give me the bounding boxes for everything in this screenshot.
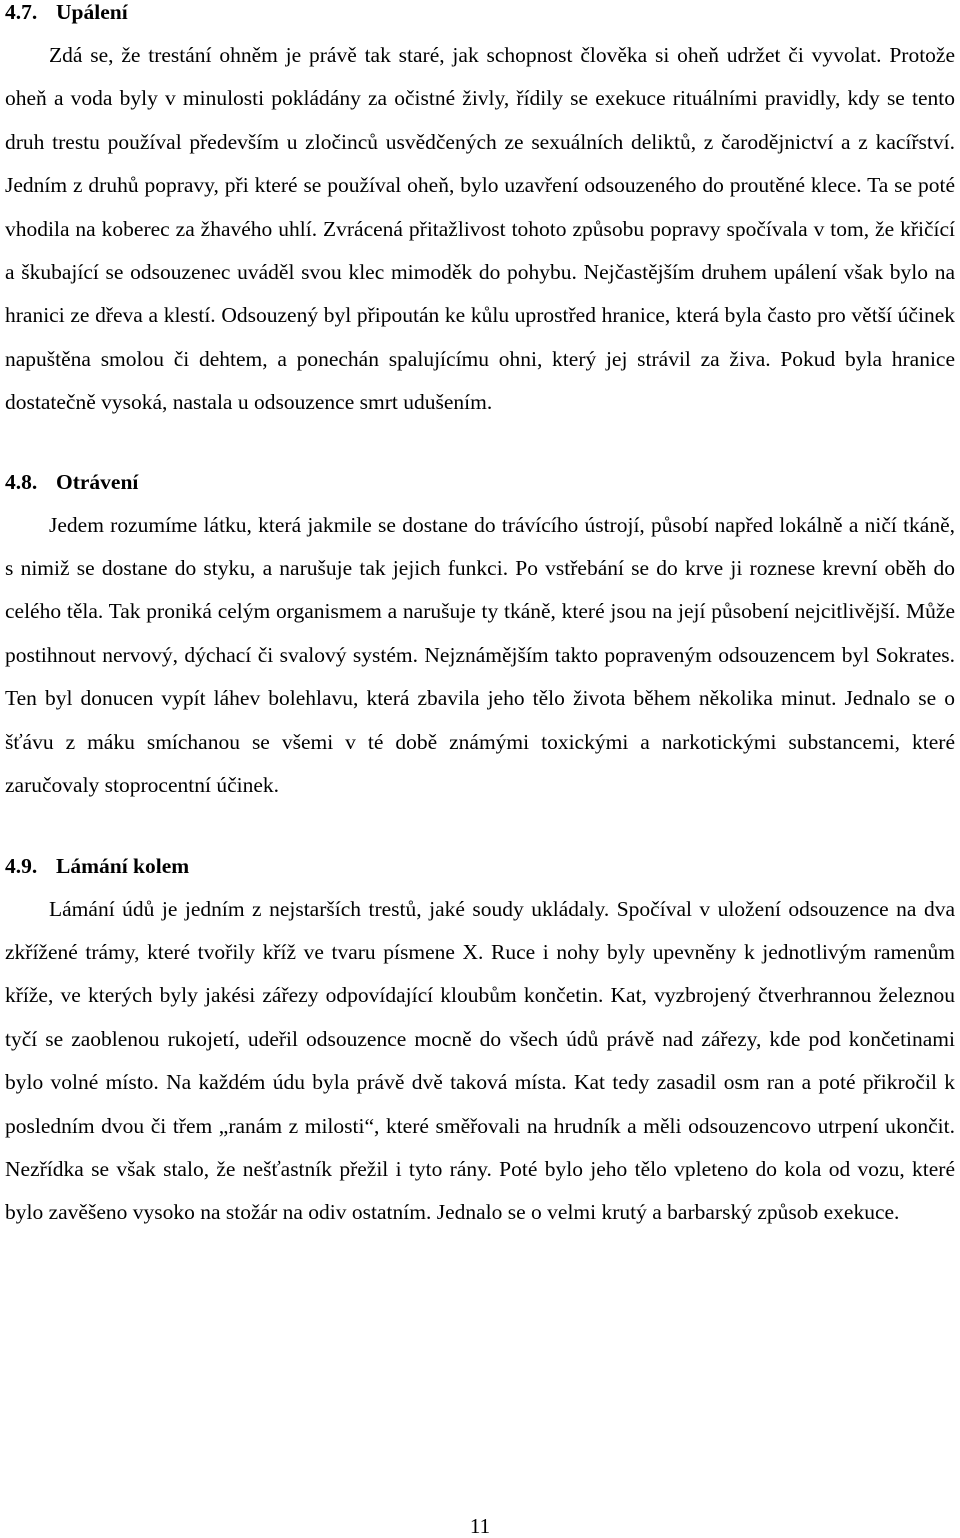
section-paragraph: Zdá se, že trestání ohněm je právě tak staré, jak schopnost člověka si oheň udržet či vyvolat. Protože oheň a voda byly v minulosti pokládány za očistné živly, řídily se exekuce rituálními pravidly, kdy se tento druh trestu používal především u zločinců usvědčených ze sexuálních deliktů, z čarodějnictví a z kacířství. Jedním z druhů popravy, při které se používal oheň, bylo uzavření odsouzeného do proutěné klece. Ta se poté vhodila na koberec za žhavého uhlí. Zvrácená přitažlivost tohoto způsobu popravy spočívala v tom, že křičící a škubající se odsouzenec uváděl svou klec mimoděk do pohybu. Nejčastějším druhem upálení však bylo na hranici ze dřeva a klestí. Odsouzený byl připoután ke kůlu uprostřed hranice, která byla často pro větší účinek napuštěna smolou či dehtem, a ponechán spalujícímu ohni, který jej strávil za živa. Pokud byla hranice dostatečně vysoká, nastala u odsouzence smrt udušením. — [5, 43, 955, 415]
section-number: 4.9. — [5, 853, 38, 878]
section-number: 4.7. — [5, 0, 38, 24]
section-number: 4.8. — [5, 469, 38, 494]
section-heading — [5, 854, 955, 878]
section-heading — [5, 0, 955, 24]
document-page — [5, 0, 955, 1235]
section-title: Lámání kolem — [56, 853, 190, 878]
page-number: 11 — [469, 1514, 491, 1538]
section-title: Otrávení — [56, 469, 139, 494]
section-heading — [5, 470, 955, 494]
section-4-8 — [5, 470, 955, 808]
section-4-7 — [5, 0, 955, 425]
section-title: Upálení — [56, 0, 128, 24]
section-4-9 — [5, 854, 955, 1235]
section-paragraph: Jedem rozumíme látku, která jakmile se dostane do trávícího ústrojí, působí napřed lokálně a ničí tkáně, s nimiž se dostane do styku, a narušuje tak jejich funkci. Po vstřebání se do krve ji roznese krevní oběh do celého těla. Tak proniká celým organismem a narušuje ty tkáně, které jsou na její působení nejcitlivější. Může postihnout nervový, dýchací či svalový systém. Nejznámějším takto popraveným odsouzencem byl Sokrates. Ten byl donucen vypít láhev bolehlavu, která zbavila jeho tělo života během několika minut. Jednalo se o šťávu z máku smíchanou se všemi v té době známými toxickými a narkotickými substancemi, které zaručovaly stoprocentní účinek. — [5, 512, 955, 798]
section-paragraph: Lámání údů je jedním z nejstarších trestů, jaké soudy ukládaly. Spočíval v uložení odsouzence na dva zkřížené trámy, které tvořily kříž ve tvaru písmene X. Ruce i nohy byly upevněny k jednotlivým ramenům kříže, ve kterých byly jakési zářezy odpovídající kloubům končetin. Kat, vyzbrojený čtverhrannou železnou tyčí se zaoblenou rukojetí, udeřil odsouzence mocně do všech údů právě nad zářezy, kde pod končetinami bylo volné místo. Na každém údu byla právě dvě taková místa. Kat tedy zasadil osm ran a poté přikročil k posledním dvou či třem „ranám z milosti“, které směřovali na hrudník a měli odsouzencovo utrpení ukončit. Nezřídka se však stalo, že nešťastník přežil i tyto rány. Poté bylo jeho tělo vpleteno do kola od vozu, které bylo zavěšeno vysoko na stožár na odiv ostatním. Jednalo se o velmi krutý a barbarský způsob exekuce. — [5, 896, 955, 1225]
